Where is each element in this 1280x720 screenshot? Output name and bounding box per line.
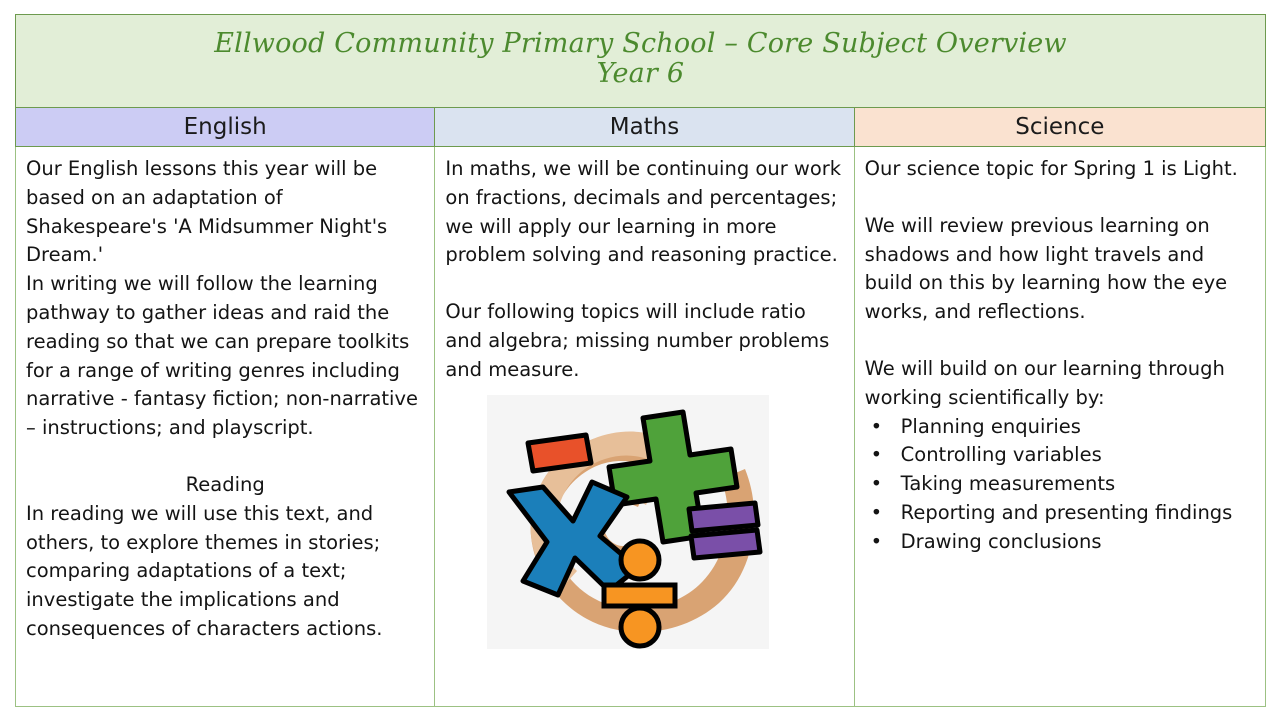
english-reading-subheading: Reading: [185, 472, 265, 496]
equals-symbol: [689, 503, 760, 558]
column-header-english: English: [16, 108, 435, 147]
maths-content-cell: [435, 147, 854, 707]
english-paragraph-3: In reading we will use this text, and others, to explore themes in stories; comparing adaptations of a text; investigate the implications and consequences of characters actions.: [26, 501, 387, 640]
list-item-label: Controlling variables: [900, 443, 1102, 467]
maths-symbols-illustration: [487, 395, 769, 649]
column-header-science: Science: [854, 108, 1265, 147]
english-paragraph-1: Our English lessons this year will be based on an adaptation of Shakespeare's 'A Midsummer Night's Dream.': [26, 157, 394, 267]
english-content-cell: [16, 147, 435, 707]
year-group-subtitle: Year 6: [596, 58, 685, 89]
bullet-icon: •: [870, 443, 883, 467]
bullet-icon: •: [870, 529, 883, 553]
maths-paragraph-2: Our following topics will include ratio and algebra; missing number problems and measure.: [445, 300, 836, 381]
bullet-icon: •: [870, 472, 883, 496]
list-item: [865, 470, 1255, 499]
science-paragraph-2: We will review previous learning on shadows and how light travels and build on this by learning how the eye works, and reflections.: [864, 213, 1234, 324]
maths-spacer: [445, 270, 843, 298]
bullet-icon: •: [870, 500, 883, 524]
list-item: [865, 499, 1255, 528]
list-item-label: Reporting and presenting findings: [900, 500, 1233, 524]
subject-body-row: [16, 147, 1266, 707]
science-working-scientifically-list: [865, 413, 1255, 557]
core-subject-overview-table: [15, 14, 1266, 707]
english-paragraph-2: In writing we will follow the learning pathway to gather ideas and raid the reading so that we can prepare toolkits for a range of writing genres including narrative - fantasy fiction; non-narrative – instructions; and playscript.: [26, 272, 425, 440]
science-spacer-2: [865, 327, 1255, 355]
maths-symbols-image: [487, 395, 769, 649]
column-header-maths: Maths: [435, 108, 854, 147]
list-item: [865, 528, 1255, 557]
list-item-label: Planning enquiries: [900, 414, 1081, 438]
list-item-label: Drawing conclusions: [900, 529, 1102, 553]
maths-paragraph-1: In maths, we will be continuing our work on fractions, decimals and percentages; we will apply our learning in more problem solving and reasoning practice.: [445, 157, 848, 267]
science-content-cell: [854, 147, 1265, 707]
science-spacer-1: [865, 184, 1255, 212]
list-item-label: Taking measurements: [900, 472, 1116, 496]
banner-row: [16, 15, 1266, 108]
list-item: [865, 441, 1255, 470]
english-spacer: [26, 443, 424, 471]
science-paragraph-1: Our science topic for Spring 1 is Light.: [864, 157, 1238, 180]
banner-cell: [16, 15, 1266, 108]
bullet-icon: •: [870, 414, 883, 438]
minus-symbol: [528, 435, 591, 471]
school-title: Ellwood Community Primary School – Core Subject Overview: [214, 27, 1067, 59]
science-paragraph-3: We will build on our learning through working scientifically by:: [864, 356, 1232, 409]
list-item: [865, 413, 1255, 442]
subject-header-row: [16, 108, 1266, 147]
